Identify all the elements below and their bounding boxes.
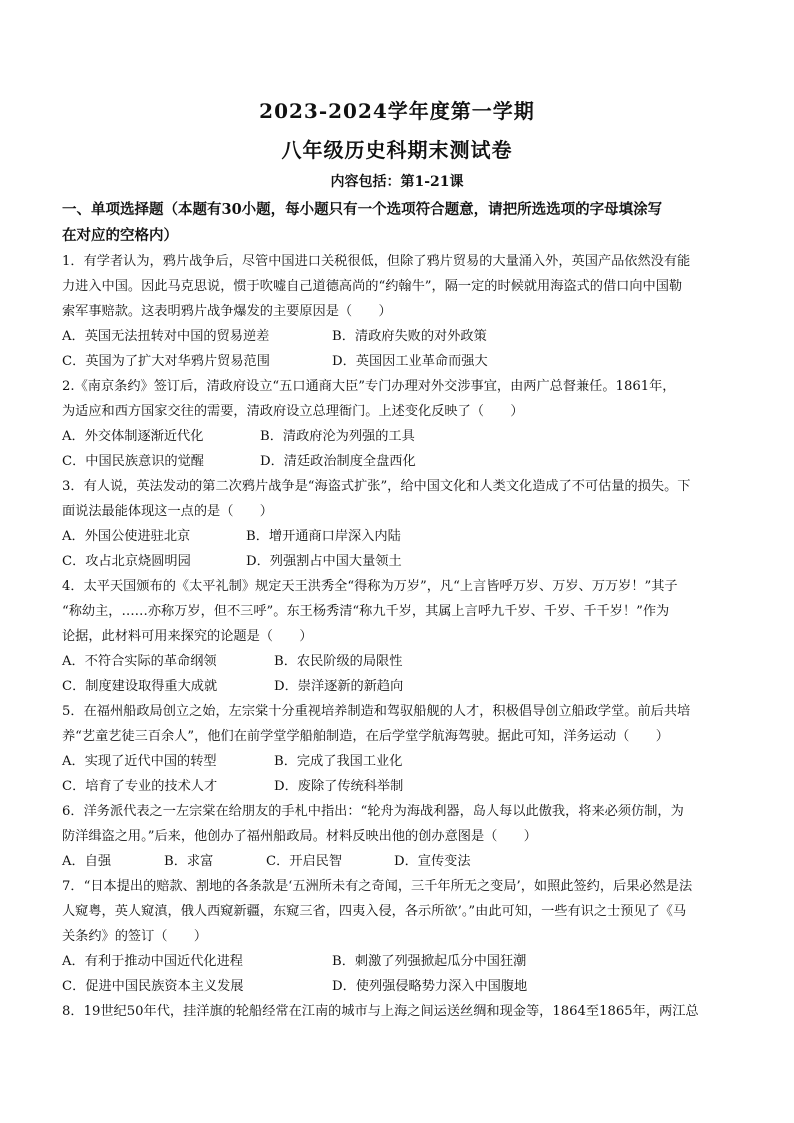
option-row — [62, 749, 734, 774]
question-stem-line: 2.《南京条约》签订后，清政府设立“五口通商大臣”专门办理对外交涉事宜，由两广总督兼任。1861年， — [62, 379, 676, 394]
question-stem-line: 为适应和西方国家交往的需要，清政府设立总理衙门。上述变化反映了（ ） — [62, 404, 524, 419]
option-c[interactable]: C．中国民族意识的觉醒 — [62, 454, 204, 469]
question-stem-line: 5．在福州船政局创立之始，左宗棠十分重视培养制造和驾驭船舰的人才，积极倡导创立船政学堂。前后共培 — [62, 704, 691, 719]
option-row — [62, 349, 734, 374]
option-c[interactable]: C．英国为了扩大对华鸦片贸易范围 — [62, 354, 270, 369]
option-b[interactable]: B．求富 — [164, 854, 214, 869]
exam-scope: 内容包括：第1-21课 — [330, 174, 464, 190]
option-c[interactable]: C．制度建设取得重大成就 — [62, 679, 218, 694]
question-7 — [62, 874, 734, 999]
question-5 — [62, 699, 734, 799]
option-b[interactable]: B．清政府失败的对外政策 — [332, 329, 487, 344]
exam-year-title: 2023-2024学年度第一学期 — [259, 99, 535, 123]
question-stem-line: 养“艺童艺徒三百余人”，他们在前学堂学船舶制造，在后学堂学航海驾驶。据此可知，洋务运动（ ） — [62, 729, 669, 744]
option-row — [62, 449, 734, 474]
section-heading — [62, 197, 734, 249]
exam-subject-title: 八年级历史科期末测试卷 — [281, 138, 513, 162]
option-a[interactable]: A．外交体制逐渐近代化 — [62, 429, 204, 444]
option-a[interactable]: A．自强 — [62, 854, 112, 869]
question-4 — [62, 574, 734, 699]
option-d[interactable]: D．宣传变法 — [394, 854, 471, 869]
question-8 — [62, 999, 734, 1024]
option-b[interactable]: B．刺激了列强掀起瓜分中国狂潮 — [332, 954, 527, 969]
question-stem-line: 8．19世纪50年代，挂洋旗的轮船经常在江南的城市与上海之间运送丝绸和现金等，1864至1865年，两江总 — [62, 1004, 699, 1019]
option-b[interactable]: B．农民阶级的局限性 — [274, 654, 403, 669]
question-2 — [62, 374, 734, 474]
question-1 — [62, 249, 734, 374]
option-row — [62, 774, 734, 799]
option-a[interactable]: A．外国公使进驻北京 — [62, 529, 191, 544]
question-stem-line: 3．有人说，英法发动的第二次鸦片战争是“海盗式扩张”，给中国文化和人类文化造成了不可估量的损失。下 — [62, 479, 691, 494]
option-a[interactable]: A．英国无法扭转对中国的贸易逆差 — [62, 329, 270, 344]
option-row — [62, 849, 734, 874]
option-row — [62, 949, 734, 974]
section-heading-line: 一、单项选择题（本题有30小题，每小题只有一个选项符合题意，请把所选选项的字母填涂写 — [62, 201, 663, 218]
question-stem-line: 关条约》的签订（ ） — [62, 929, 208, 944]
question-stem-line: 力进入中国。因此马克思说，惯于吹嘘自己道德高尚的“约翰牛”，隔一定的时候就用海盗式的借口向中国勒 — [62, 279, 683, 294]
option-d[interactable]: D．崇洋逐新的新趋向 — [274, 679, 404, 694]
option-b[interactable]: B．完成了我国工业化 — [274, 754, 403, 769]
question-6 — [62, 799, 734, 874]
option-row — [62, 549, 734, 574]
option-b[interactable]: B．清政府沦为列强的工具 — [260, 429, 415, 444]
question-stem-line: 1．有学者认为，鸦片战争后，尽管中国进口关税很低，但除了鸦片贸易的大量涌入外，英国产品依然没有能 — [62, 254, 691, 269]
question-stem-line: “称幼主，……亦称万岁，但不三呼”。东王杨秀清“称九千岁，其属上言呼九千岁、千岁、千千岁！”作为 — [62, 604, 670, 619]
exam-body — [62, 197, 734, 1024]
option-row — [62, 974, 734, 999]
option-a[interactable]: A．不符合实际的革命纲领 — [62, 654, 217, 669]
question-stem-line: 面说法最能体现这一点的是（ ） — [62, 504, 273, 519]
question-3 — [62, 474, 734, 574]
question-stem-line: 6．洋务派代表之一左宗棠在给朋友的手札中指出：“轮舟为海战利器，岛人每以此傲我，将来必须仿制，为 — [62, 804, 684, 819]
section-heading-line: 在对应的空格内） — [62, 227, 178, 244]
option-row — [62, 674, 734, 699]
question-stem-line: 7．“日本提出的赔款、割地的各条款是‘五洲所未有之奇闻，三千年所无之变局’，如照此签约，后果必然是法 — [62, 879, 693, 894]
option-d[interactable]: D．列强割占中国大量领土 — [246, 554, 402, 569]
question-stem-line: 防洋缉盗之用。”后来，他创办了福州船政局。材料反映出他的创办意图是（ ） — [62, 829, 537, 844]
option-d[interactable]: D．英国因工业革命而强大 — [332, 354, 488, 369]
option-d[interactable]: D．使列强侵略势力深入中国腹地 — [332, 979, 528, 994]
option-row — [62, 524, 734, 549]
option-c[interactable]: C．培育了专业的技术人才 — [62, 779, 218, 794]
option-row — [62, 424, 734, 449]
option-row — [62, 649, 734, 674]
option-a[interactable]: A．实现了近代中国的转型 — [62, 754, 217, 769]
option-row — [62, 324, 734, 349]
option-b[interactable]: B．增开通商口岸深入内陆 — [246, 529, 401, 544]
option-c[interactable]: C．开启民智 — [266, 854, 343, 869]
option-d[interactable]: D．清廷政治制度全盘西化 — [260, 454, 416, 469]
option-c[interactable]: C．促进中国民族资本主义发展 — [62, 979, 244, 994]
option-c[interactable]: C．攻占北京烧圆明园 — [62, 554, 191, 569]
option-d[interactable]: D．废除了传统科举制 — [274, 779, 404, 794]
question-stem-line: 索军事赔款。这表明鸦片战争爆发的主要原因是（ ） — [62, 304, 392, 319]
question-stem-line: 人窥粤，英人窥滇，俄人西窥新疆，东窥三省，四夷入侵，各示所欲’。”由此可知，一些有识之士预见了《马 — [62, 904, 687, 919]
question-stem-line: 论据，此材料可用来探究的论题是（ ） — [62, 629, 313, 644]
question-stem-line: 4．太平天国颁布的《太平礼制》规定天王洪秀全“得称为万岁”，凡“上言皆呼万岁、万岁、万万岁！”其子 — [62, 579, 678, 594]
option-a[interactable]: A．有利于推动中国近代化进程 — [62, 954, 243, 969]
